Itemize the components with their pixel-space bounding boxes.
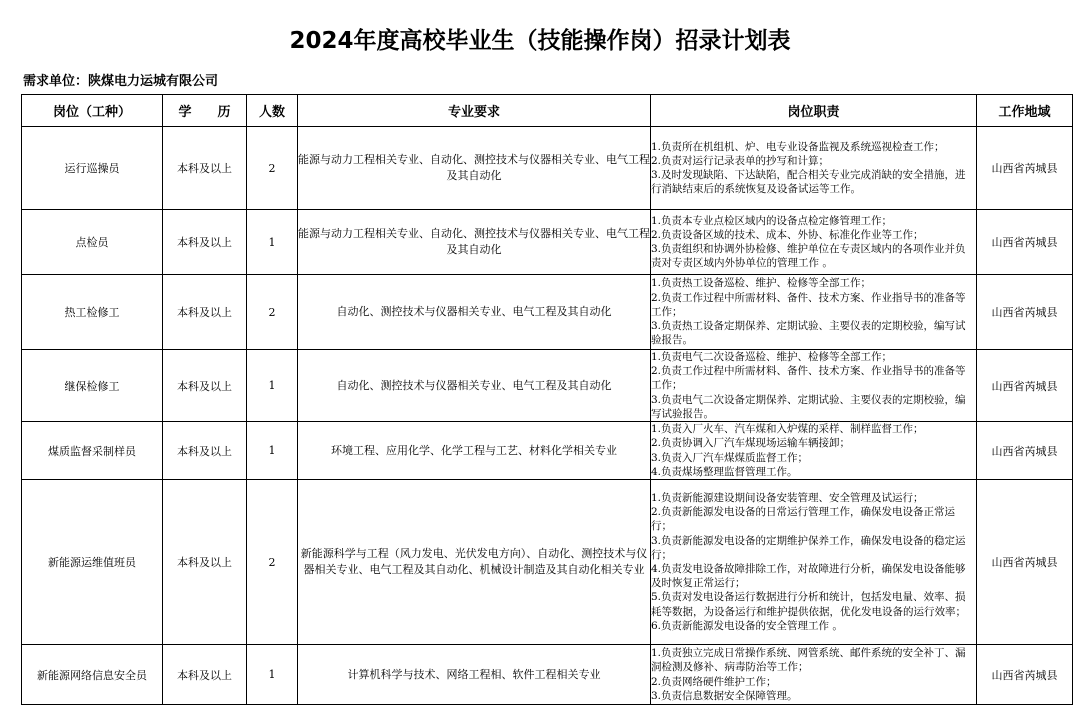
duty-item: 1.负责独立完成日常操作系统、网管系统、邮件系统的安全补丁、漏洞检测及修补、病毒防治等工作； <box>651 647 966 674</box>
header-location: 工作地域 <box>977 95 1073 127</box>
header-education <box>163 95 247 127</box>
position-cell: 新能源运维值班员 <box>22 480 163 645</box>
header-duties: 岗位职责 <box>651 95 977 127</box>
header-major: 专业要求 <box>298 95 651 127</box>
page-title: 2024年度高校毕业生（技能操作岗）招录计划表 <box>289 28 791 54</box>
duty-item: 4.负责煤场整理监督管理工作。 <box>651 465 798 478</box>
major-cell: 能源与动力工程相关专业、自动化、测控技术与仪器相关专业、电气工程及其自动化 <box>298 127 651 210</box>
major-cell: 能源与动力工程相关专业、自动化、测控技术与仪器相关专业、电气工程及其自动化 <box>298 210 651 275</box>
location-cell: 山西省芮城县 <box>977 275 1073 350</box>
duties-cell <box>651 350 977 422</box>
count-cell: 2 <box>247 127 298 210</box>
count-cell: 2 <box>247 275 298 350</box>
location-cell: 山西省芮城县 <box>977 422 1073 480</box>
duty-item: 1.负责所在机组机、炉、电专业设备监视及系统巡视检查工作； <box>651 140 945 153</box>
position-cell: 运行巡操员 <box>22 127 163 210</box>
header-position: 岗位（工种） <box>22 95 163 127</box>
education-cell: 本科及以上 <box>163 645 247 705</box>
table-row <box>22 127 1073 210</box>
duty-item: 2.负责对运行记录表单的抄写和计算； <box>651 154 830 167</box>
duty-item: 2.负责工作过程中所需材料、备件、技术方案、作业指导书的准备等工作； <box>651 291 966 318</box>
duty-item: 5.负责对发电设备运行数据进行分析和统计，包括发电量、效率、损耗等数据，为设备运行和维护提供依据，优化发电设备的运行效率； <box>651 591 966 618</box>
count-cell: 1 <box>247 350 298 422</box>
duties-cell <box>651 422 977 480</box>
major-cell: 自动化、测控技术与仪器相关专业、电气工程及其自动化 <box>298 350 651 422</box>
duty-item: 1.负责新能源建设期间设备安装管理、安全管理及试运行； <box>651 492 924 504</box>
major-cell: 环境工程、应用化学、化学工程与工艺、材料化学相关专业 <box>298 422 651 480</box>
duties-cell <box>651 210 977 275</box>
employer-label: 需求单位：陕煤电力运城有限公司 <box>23 74 219 89</box>
education-cell: 本科及以上 <box>163 480 247 645</box>
count-cell: 1 <box>247 210 298 275</box>
major-cell: 自动化、测控技术与仪器相关专业、电气工程及其自动化 <box>298 275 651 350</box>
position-cell: 继保检修工 <box>22 350 163 422</box>
duty-item: 2.负责网络硬件维护工作； <box>651 675 777 688</box>
duties-cell <box>651 480 977 645</box>
position-cell: 热工检修工 <box>22 275 163 350</box>
duty-item: 2.负责设备区域的技术、成本、外协、标准化作业等工作； <box>651 228 924 241</box>
major-cell: 计算机科学与技术、网络工程相、软件工程相关专业 <box>298 645 651 705</box>
education-cell: 本科及以上 <box>163 210 247 275</box>
duty-item: 1.负责本专业点检区域内的设备点检定修管理工作； <box>651 214 893 227</box>
duties-cell <box>651 275 977 350</box>
duty-item: 3.负责信息数据安全保障管理。 <box>651 689 798 702</box>
location-cell: 山西省芮城县 <box>977 127 1073 210</box>
duty-item: 1.负责热工设备巡检、维护、检修等全部工作； <box>651 277 872 290</box>
header-education-char-2: 历 <box>217 105 231 120</box>
duty-item: 3.负责组织和协调外协检修、维护单位在专责区域内的各项作业并负责对专责区域内外协单位的管理工作 。 <box>651 243 966 270</box>
education-cell: 本科及以上 <box>163 275 247 350</box>
duty-item: 3.负责入厂汽车煤煤质监督工作； <box>651 451 809 464</box>
position-cell: 煤质监督采制样员 <box>22 422 163 480</box>
duty-item: 2.负责协调入厂汽车煤现场运输车辆接卸； <box>651 437 851 450</box>
major-cell: 新能源科学与工程（风力发电、光伏发电方向）、自动化、测控技术与仪器相关专业、电气工程及其自动化、机械设计制造及其自动化相关专业 <box>298 480 651 645</box>
duties-cell <box>651 645 977 705</box>
position-cell: 新能源网络信息安全员 <box>22 645 163 705</box>
table-row <box>22 210 1073 275</box>
table-row <box>22 422 1073 480</box>
education-cell: 本科及以上 <box>163 422 247 480</box>
location-cell: 山西省芮城县 <box>977 480 1073 645</box>
duties-cell <box>651 127 977 210</box>
duty-item: 6.负责新能源发电设备的安全管理工作 。 <box>651 619 843 632</box>
header-count: 人数 <box>247 95 298 127</box>
location-cell: 山西省芮城县 <box>977 210 1073 275</box>
education-cell: 本科及以上 <box>163 350 247 422</box>
recruitment-table <box>21 94 1073 705</box>
count-cell: 1 <box>247 645 298 705</box>
count-cell: 2 <box>247 480 298 645</box>
count-cell: 1 <box>247 422 298 480</box>
duty-item: 1.负责电气二次设备巡检、维护、检修等全部工作； <box>651 351 893 363</box>
education-cell: 本科及以上 <box>163 127 247 210</box>
duty-item: 1.负责入厂火车、汽车煤和入炉煤的采样、制样监督工作； <box>651 423 924 436</box>
duty-item: 3.负责电气二次设备定期保养、定期试验、主要仪表的定期校验，编写试验报告。 <box>651 393 966 420</box>
position-cell: 点检员 <box>22 210 163 275</box>
duty-item: 3.负责热工设备定期保养、定期试验、主要仪表的定期校验，编写试验报告。 <box>651 320 966 347</box>
duty-item: 3.负责新能源发电设备的定期维护保养工作，确保发电设备的稳定运行； <box>651 534 966 561</box>
duty-item: 2.负责工作过程中所需材料、备件、技术方案、作业指导书的准备等工作； <box>651 365 966 392</box>
table-header-row <box>22 95 1073 127</box>
duty-item: 4.负责发电设备故障排除工作，对故障进行分析，确保发电设备能够及时恢复正常运行； <box>651 563 966 590</box>
duty-item: 2.负责新能源发电设备的日常运行管理工作，确保发电设备正常运行； <box>651 506 956 533</box>
duty-item: 3.及时发现缺陷、下达缺陷，配合相关专业完成消缺的安全措施，进行消缺结束后的系统恢复及设备试运等工作。 <box>651 169 966 196</box>
header-education-char-1: 学 <box>178 105 192 120</box>
table-row <box>22 645 1073 705</box>
table-row <box>22 275 1073 350</box>
table-row <box>22 480 1073 645</box>
location-cell: 山西省芮城县 <box>977 645 1073 705</box>
table-row <box>22 350 1073 422</box>
location-cell: 山西省芮城县 <box>977 350 1073 422</box>
